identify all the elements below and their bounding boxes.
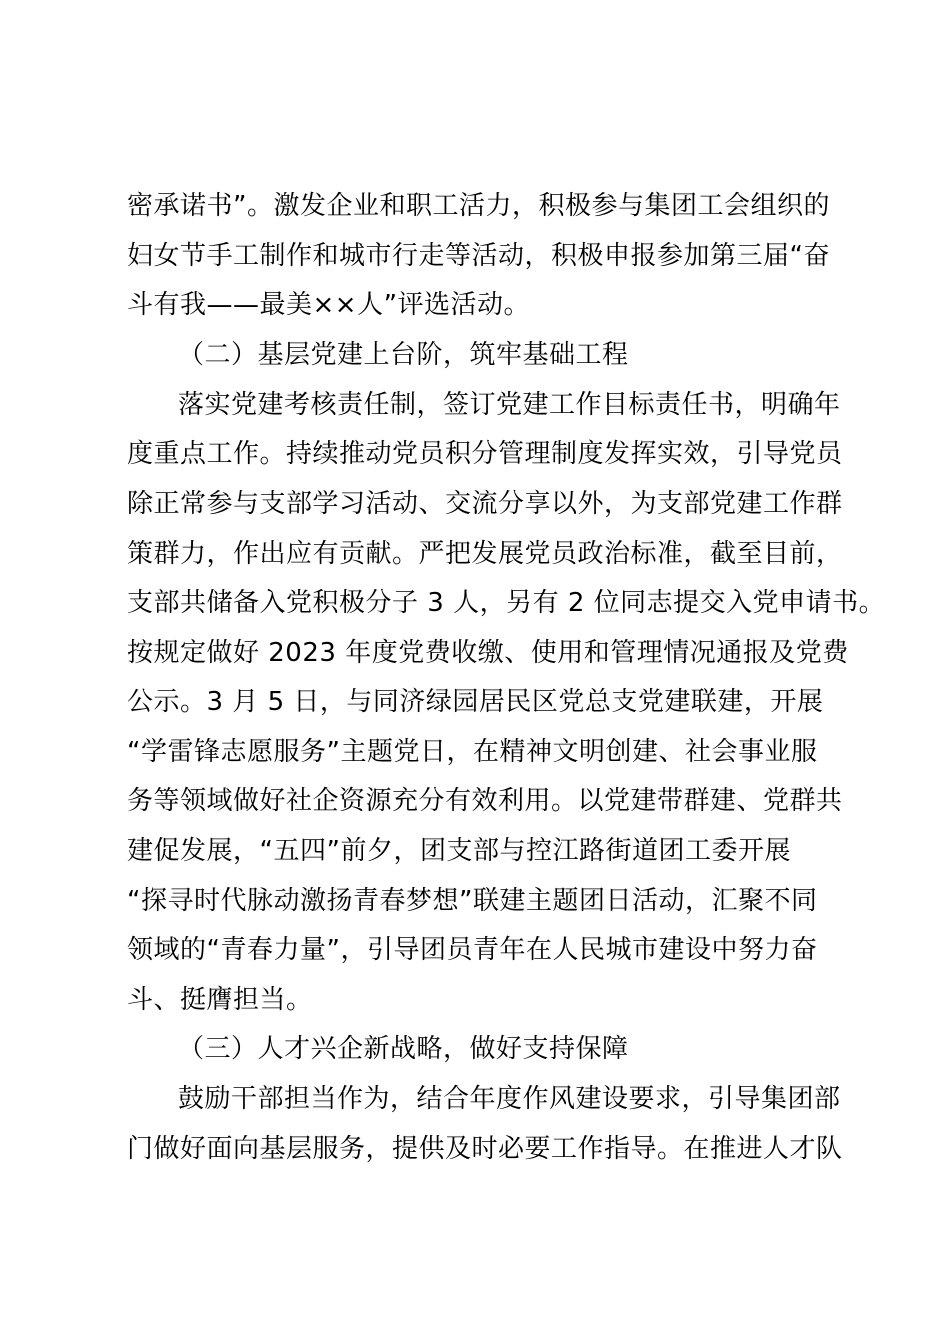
text-line: 斗有我——最美××人”评选活动。 — [127, 290, 531, 320]
text-line: 策群力，作出应有贡献。严把发展党员政治标准，截至目前， — [127, 539, 843, 569]
text-line: 建促发展，“五四”前夕，团支部与控江路街道团工委开展 — [127, 836, 791, 866]
text-line: 鼓励干部担当作为，结合年度作风建设要求，引导集团部 — [178, 1084, 841, 1114]
text-line: 领域的“青春力量”，引导团员青年在人民城市建设中努力奋 — [127, 935, 818, 965]
text-line: “学雷锋志愿服务”主题党日，在精神文明创建、社会事业服 — [127, 737, 818, 767]
text-line: 按规定做好 2023 年度党费收缴、使用和管理情况通报及党费 — [127, 638, 849, 668]
text-line: 务等领域做好社企资源充分有效利用。以党建带群建、党群共 — [127, 786, 843, 816]
text-line: 落实党建考核责任制，签订党建工作目标责任书，明确年 — [178, 390, 841, 420]
text-line: “探寻时代脉动激扬青春梦想”联建主题团日活动，汇聚不同 — [127, 886, 818, 916]
text-line: 斗、挺膺担当。 — [127, 985, 313, 1015]
section-heading: （三）人才兴企新战略，做好支持保障 — [178, 1034, 629, 1064]
text-line: 度重点工作。持续推动党员积分管理制度发挥实效，引导党员 — [127, 439, 843, 469]
text-line: 密承诺书”。激发企业和职工活力，积极参与集团工会组织的 — [127, 191, 830, 221]
text-line: 公示。3 月 5 日，与同济绿园居民区党总支党建联建，开展 — [127, 687, 824, 717]
text-line: 门做好面向基层服务，提供及时必要工作指导。在推进人才队 — [127, 1134, 843, 1164]
text-line: 妇女节手工制作和城市行走等活动，积极申报参加第三届“奋 — [127, 241, 830, 271]
text-line: 除正常参与支部学习活动、交流分享以外，为支部党建工作群 — [127, 489, 843, 519]
text-line: 支部共储备入党积极分子 3 人，另有 2 位同志提交入党申请书。 — [127, 588, 886, 618]
section-heading: （二）基层党建上台阶，筑牢基础工程 — [178, 340, 629, 370]
